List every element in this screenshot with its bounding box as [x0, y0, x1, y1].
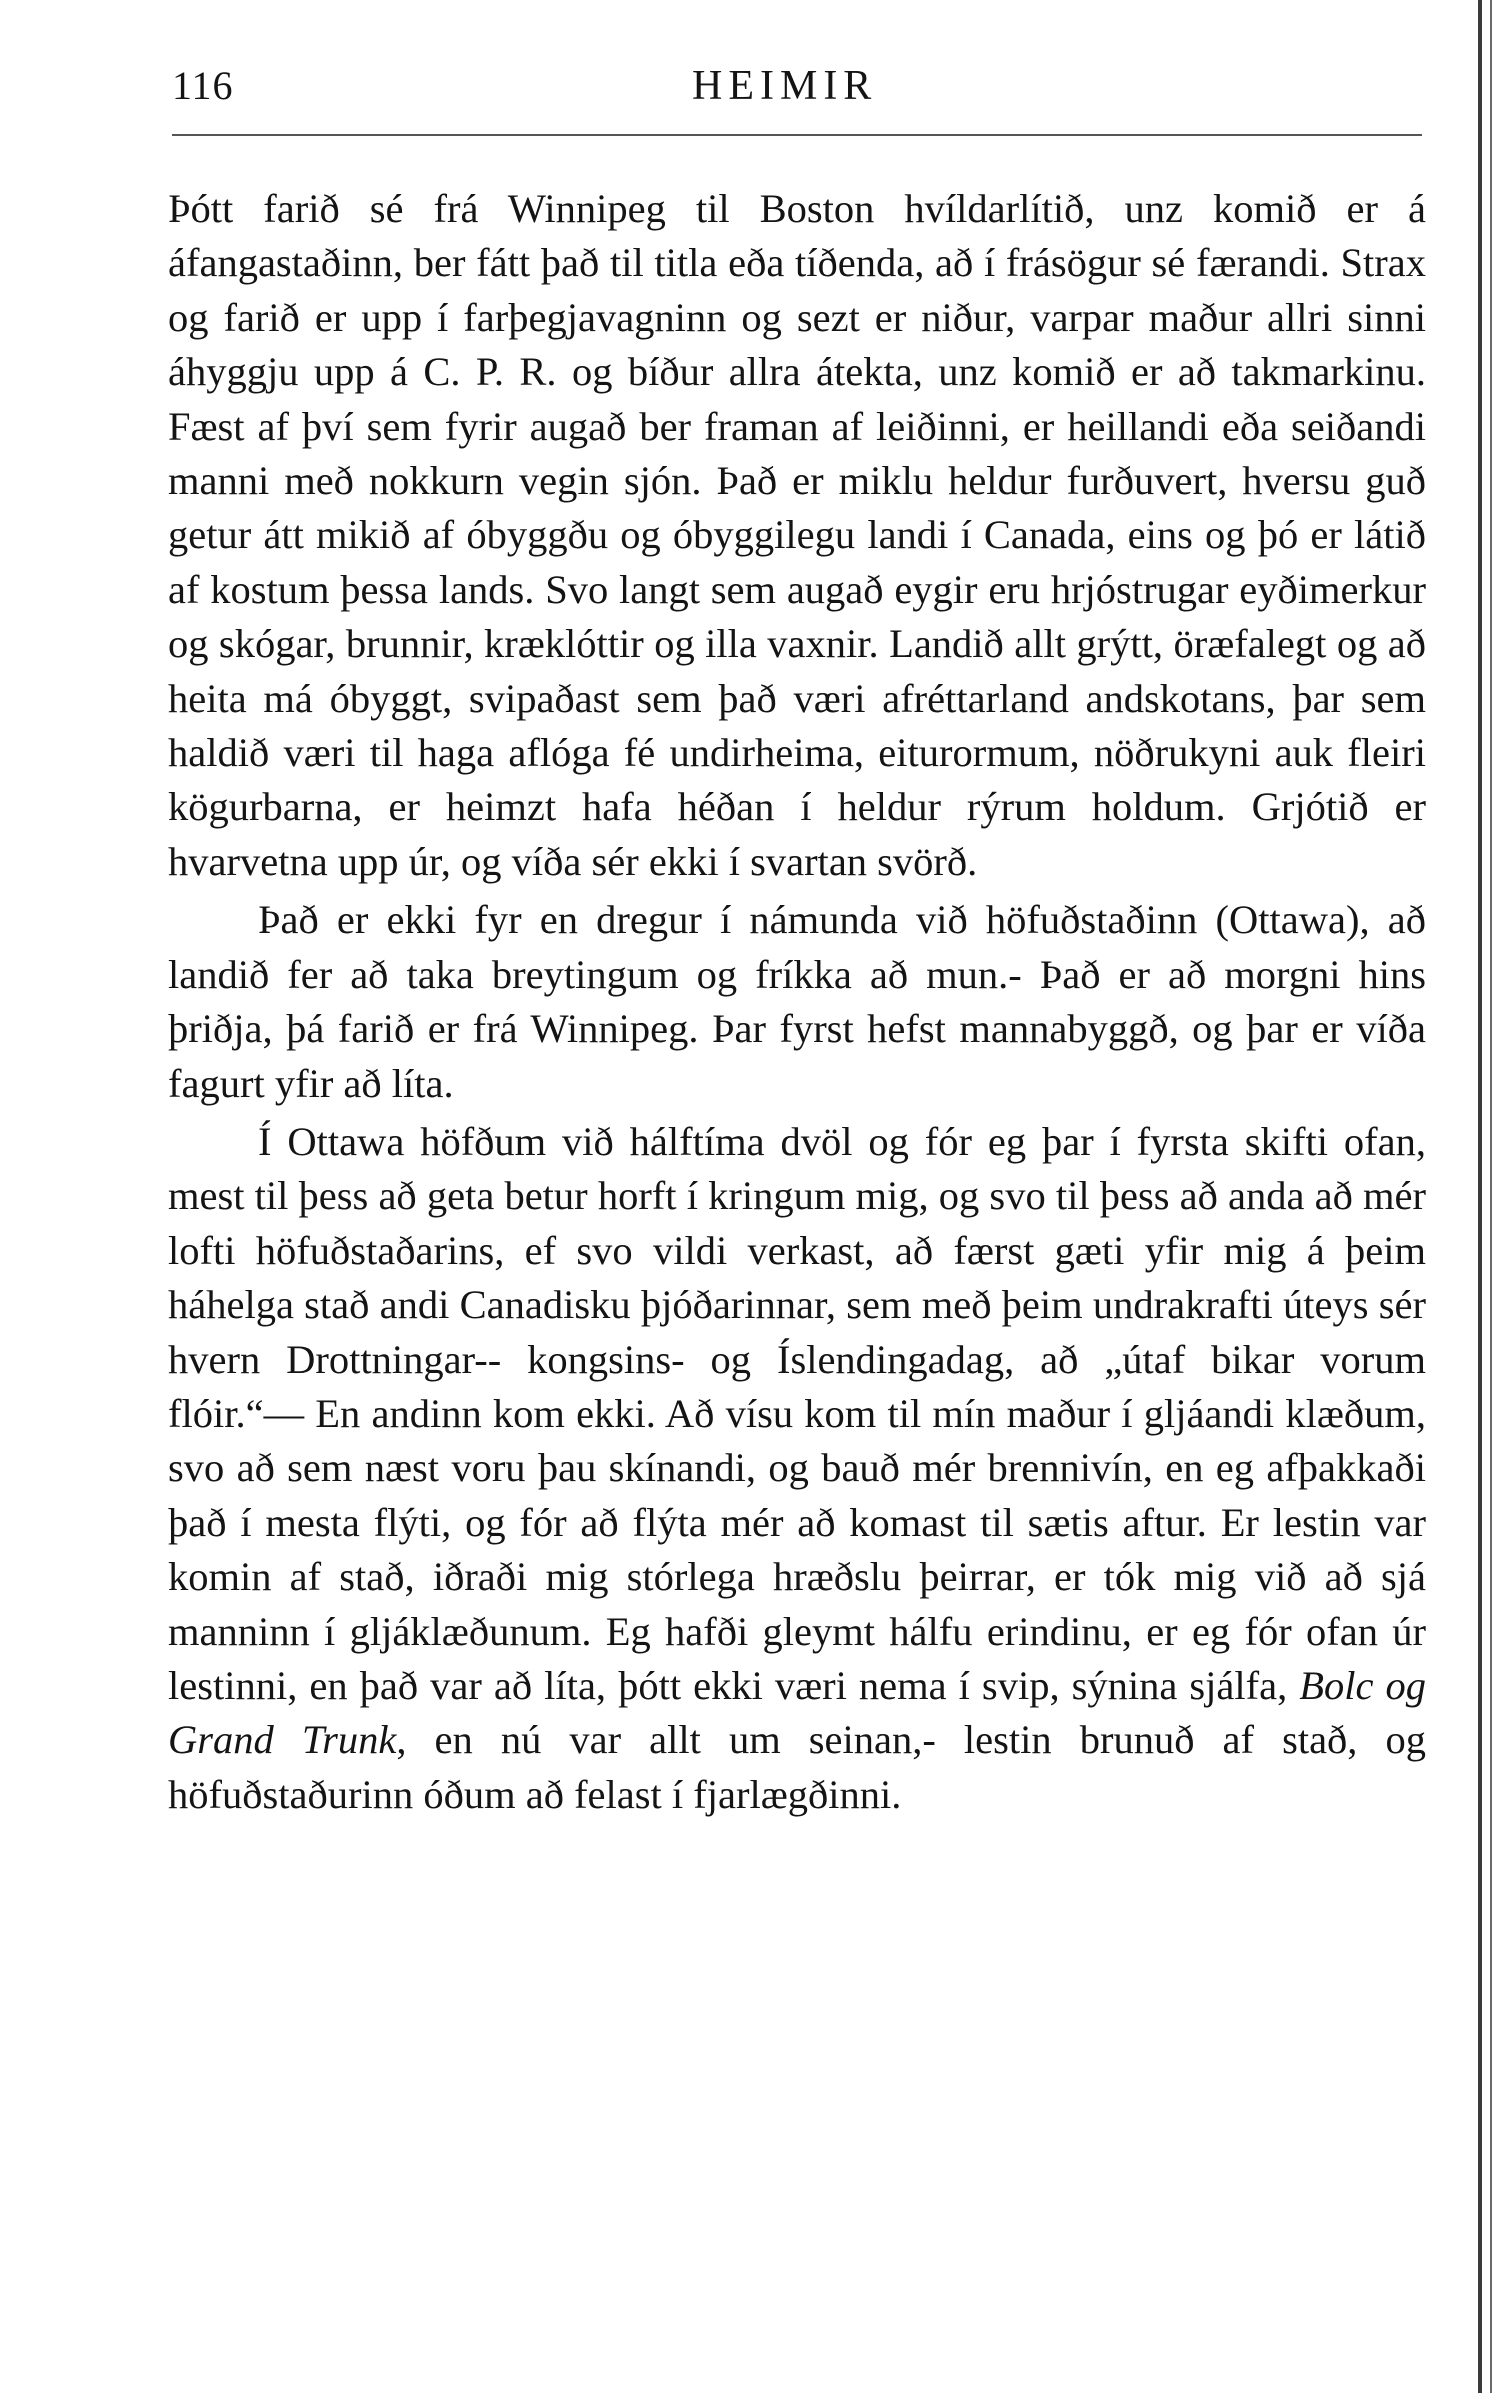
running-head: HEIMIR — [692, 63, 878, 109]
page-header — [172, 62, 1422, 122]
page-edge-line — [1478, 0, 1482, 2393]
header-rule — [172, 134, 1422, 136]
paragraph-3-text-after: , en nú var allt um seinan,- lestin brunuð af stað, og höfuðstaðurinn óðum að felast í fjarlægðinni. — [168, 1717, 1426, 1817]
page-edge-line-thin — [1490, 0, 1492, 2393]
paragraph-1: Þótt farið sé frá Winnipeg til Boston hvíldarlítið, unz komið er á áfangastaðinn, ber fátt það til titla eða tíðenda, að í frásögur sé færandi. Strax og farið er upp í farþegjavagninn og sezt er niður, varpar maður allri sinni áhyggju upp á C. P. R. og bíður allra átekta, unz komið er að takmarkinu. Fæst af því sem fyrir augað ber framan af leiðinni, er heillandi eða seiðandi manni með nokkurn vegin sjón. Það er miklu heldur furðuvert, hversu guð getur átt mikið af óbyggðu og óbyggilegu landi í Canada, eins og þó er látið af kostum þessa lands. Svo langt sem augað eygir eru hrjóstrugar eyðimerkur og skógar, brunnir, kræklóttir og illa vaxnir. Landið allt grýtt, öræfalegt og að heita má óbyggt, svipaðast sem það væri afréttarland andskotans, þar sem haldið væri til haga aflóga fé undirheima, eiturormum, nöðrukyni auk fleiri kögurbarna, er heimzt hafa héðan í heldur rýrum holdum. Grjótið er hvarvetna upp úr, og víða sér ekki í svartan svörð. — [168, 186, 1426, 884]
paragraph-3-italic-title: Bolc og Grand Trunk — [168, 1662, 1427, 1763]
paragraph-3 — [168, 1115, 1426, 1822]
paragraph-3-text-before: Í Ottawa höfðum við hálftíma dvöl og fór eg þar í fyrsta skifti ofan, mest til þess að geta betur horft í kringum mig, og svo til þess að anda að mér lofti höfuðstaðarins, ef svo vildi verkast, að færst gæti yfir mig á þeim háhelga stað andi Canadisku þjóðarinnar, sem með þeim undrakrafti úteys sér hvern Drottningar-- kongsins- og Íslendingadag, að „útaf bikar vorum flóir.“— En andinn kom ekki. Að vísu kom til mín maður í gljáandi klæðum, svo að sem næst voru þau skínandi, og bauð mér brennivín, en eg afþakkaði það í mesta flýti, og fór að flýta mér að komast til sætis aftur. Er lestin var komin af stað, iðraði mig stórlega hræðslu þeirrar, er tók mig við að sjá manninn í gljáklæðunum. Eg hafði gleymt hálfu erindinu, er eg fór ofan úr lestinni, en það var að líta, þótt ekki væri nema í svip, sýnina sjálfa, — [168, 1118, 1426, 1708]
paragraph-2: Það er ekki fyr en dregur í námunda við höfuðstaðinn (Ottawa), að landið fer að taka breytingum og fríkka að mun.- Það er að morgni hins þriðja, þá farið er frá Winnipeg. Þar fyrst hefst mannabyggð, og þar er víða fagurt yfir að líta. — [168, 897, 1426, 1106]
page-number: 116 — [172, 63, 234, 108]
body-text — [168, 182, 1426, 1822]
